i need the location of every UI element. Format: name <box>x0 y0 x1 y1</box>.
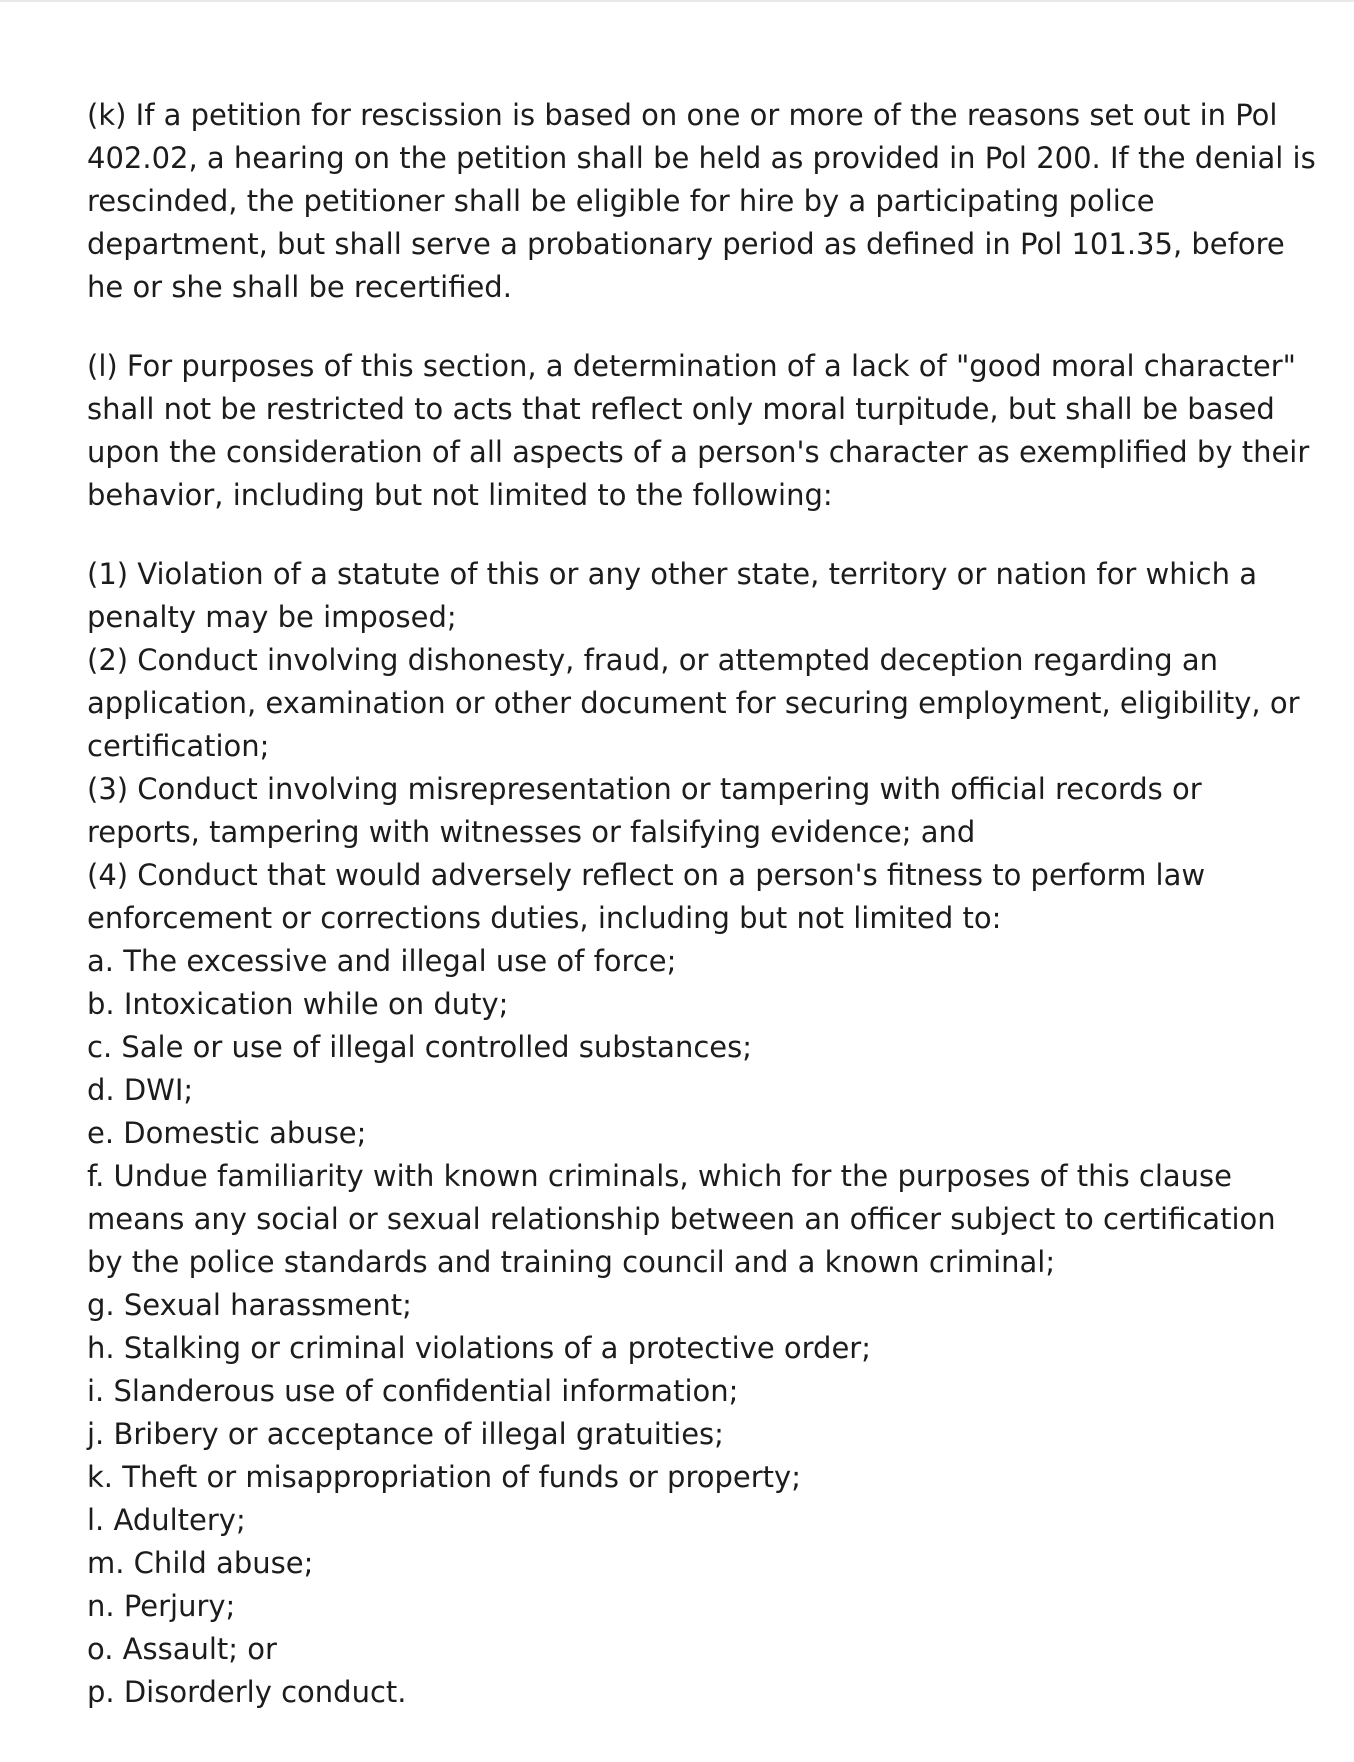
lettered-item-o <box>87 1628 1337 1671</box>
text-line: he or she shall be recertified. <box>87 270 512 304</box>
paragraph-spacer <box>87 309 1337 345</box>
lettered-item-f <box>87 1155 1337 1284</box>
lettered-item-p <box>87 1671 1337 1714</box>
numbered-item-3 <box>87 768 1337 854</box>
text-line: (k) If a petition for rescission is based on one or more of the reasons set out in Pol <box>87 98 1278 132</box>
text-line: reports, tampering with witnesses or falsifying evidence; and <box>87 815 976 849</box>
text-line: (3) Conduct involving misrepresentation or tampering with official records or <box>87 772 1202 806</box>
text-line: b. Intoxication while on duty; <box>87 987 509 1021</box>
text-line: f. Undue familiarity with known criminals, which for the purposes of this clause <box>87 1159 1233 1193</box>
text-line: department, but shall serve a probationary period as defined in Pol 101.35, before <box>87 227 1285 261</box>
text-line: behavior, including but not limited to the following: <box>87 478 833 512</box>
document-page <box>87 94 1337 1714</box>
text-line: j. Bribery or acceptance of illegal gratuities; <box>87 1417 724 1451</box>
lettered-item-a <box>87 940 1337 983</box>
text-line: 402.02, a hearing on the petition shall be held as provided in Pol 200. If the denial is <box>87 141 1316 175</box>
numbered-item-4 <box>87 854 1337 940</box>
text-line: i. Slanderous use of confidential information; <box>87 1374 739 1408</box>
text-line: enforcement or corrections duties, including but not limited to: <box>87 901 1002 935</box>
text-line: certification; <box>87 729 270 763</box>
paragraph-k <box>87 94 1337 309</box>
lettered-item-c <box>87 1026 1337 1069</box>
text-line: (1) Violation of a statute of this or any other state, territory or nation for which a <box>87 557 1257 591</box>
text-line: application, examination or other document for securing employment, eligibility, or <box>87 686 1300 720</box>
text-line: rescinded, the petitioner shall be eligible for hire by a participating police <box>87 184 1155 218</box>
text-line: n. Perjury; <box>87 1589 236 1623</box>
numbered-item-1 <box>87 553 1337 639</box>
text-line: o. Assault; or <box>87 1632 277 1666</box>
text-line: (l) For purposes of this section, a determination of a lack of "good moral character" <box>87 349 1296 383</box>
text-line: p. Disorderly conduct. <box>87 1675 407 1709</box>
text-line: h. Stalking or criminal violations of a protective order; <box>87 1331 871 1365</box>
lettered-list <box>87 940 1337 1714</box>
text-line: upon the consideration of all aspects of a person's character as exemplified by their <box>87 435 1310 469</box>
lettered-item-b <box>87 983 1337 1026</box>
text-line: by the police standards and training council and a known criminal; <box>87 1245 1056 1279</box>
numbered-item-2 <box>87 639 1337 768</box>
lettered-item-h <box>87 1327 1337 1370</box>
text-line: k. Theft or misappropriation of funds or property; <box>87 1460 801 1494</box>
text-line: c. Sale or use of illegal controlled substances; <box>87 1030 752 1064</box>
text-line: l. Adultery; <box>87 1503 246 1537</box>
text-line: e. Domestic abuse; <box>87 1116 367 1150</box>
paragraph-spacer <box>87 517 1337 553</box>
text-line: shall not be restricted to acts that reflect only moral turpitude, but shall be based <box>87 392 1275 426</box>
lettered-item-n <box>87 1585 1337 1628</box>
lettered-item-g <box>87 1284 1337 1327</box>
top-divider <box>0 0 1354 2</box>
text-line: (2) Conduct involving dishonesty, fraud, or attempted deception regarding an <box>87 643 1219 677</box>
lettered-item-m <box>87 1542 1337 1585</box>
lettered-item-i <box>87 1370 1337 1413</box>
text-line: penalty may be imposed; <box>87 600 457 634</box>
lettered-item-l <box>87 1499 1337 1542</box>
text-line: m. Child abuse; <box>87 1546 314 1580</box>
lettered-item-j <box>87 1413 1337 1456</box>
text-line: means any social or sexual relationship between an officer subject to certification <box>87 1202 1276 1236</box>
lettered-item-e <box>87 1112 1337 1155</box>
lettered-item-k <box>87 1456 1337 1499</box>
paragraph-l <box>87 345 1337 517</box>
lettered-item-d <box>87 1069 1337 1112</box>
text-line: d. DWI; <box>87 1073 194 1107</box>
text-line: (4) Conduct that would adversely reflect on a person's fitness to perform law <box>87 858 1206 892</box>
numbered-list <box>87 553 1337 940</box>
text-line: g. Sexual harassment; <box>87 1288 412 1322</box>
text-line: a. The excessive and illegal use of force; <box>87 944 677 978</box>
